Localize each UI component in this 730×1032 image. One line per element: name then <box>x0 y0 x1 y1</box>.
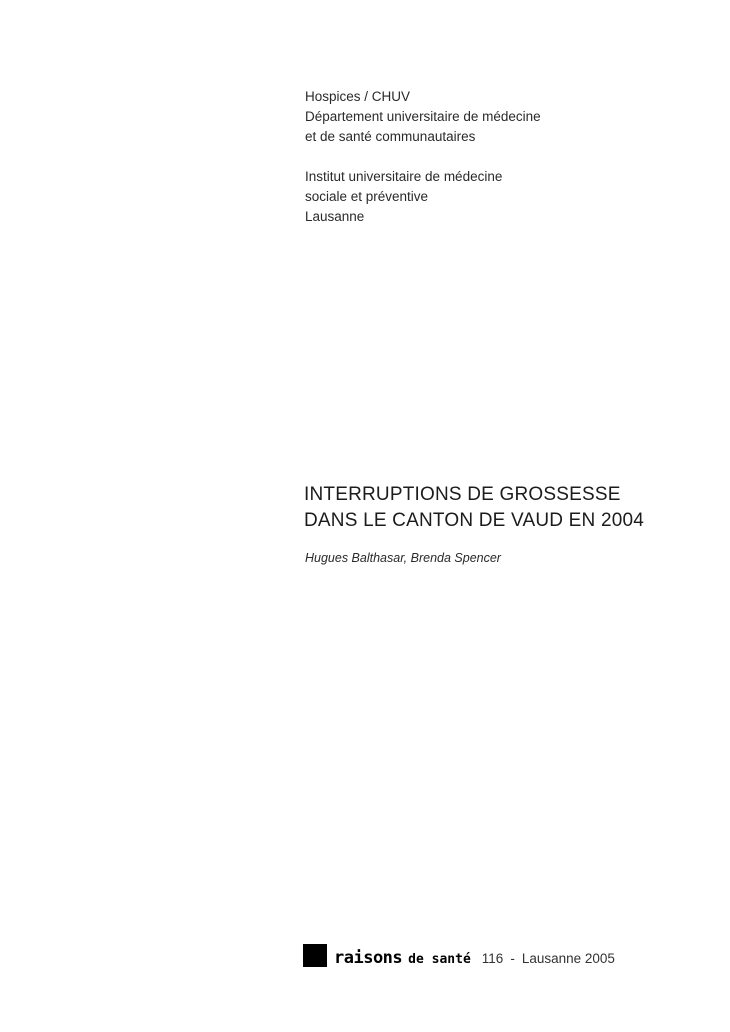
affiliation-line: et de santé communautaires <box>305 129 476 144</box>
authors-line: Hugues Balthasar, Brenda Spencer <box>305 551 501 565</box>
issue-number: 116 <box>481 951 504 966</box>
affiliation-line: sociale et préventive <box>305 189 429 204</box>
series-footer <box>303 943 615 968</box>
affiliation-block <box>305 87 541 227</box>
report-title-line-1: INTERRUPTIONS DE GROSSESSE <box>304 484 621 505</box>
affiliation-line: Hospices / CHUV <box>305 89 411 104</box>
affiliation-line: Département universitaire de médecine <box>305 109 541 124</box>
issue-info <box>482 950 615 968</box>
report-title <box>304 482 644 534</box>
series-logo-square-icon <box>303 944 327 967</box>
affiliation-institution-2 <box>305 167 541 227</box>
issue-separator: - <box>510 951 515 966</box>
series-name: raisons <box>334 948 403 968</box>
affiliation-institution-1 <box>305 87 541 147</box>
affiliation-line: Lausanne <box>305 209 365 224</box>
affiliation-line: Institut universitaire de médecine <box>305 169 503 184</box>
report-title-line-2: DANS LE CANTON DE VAUD EN 2004 <box>304 510 645 531</box>
series-subtitle: de santé <box>408 952 471 967</box>
place-year: Lausanne 2005 <box>521 951 615 966</box>
